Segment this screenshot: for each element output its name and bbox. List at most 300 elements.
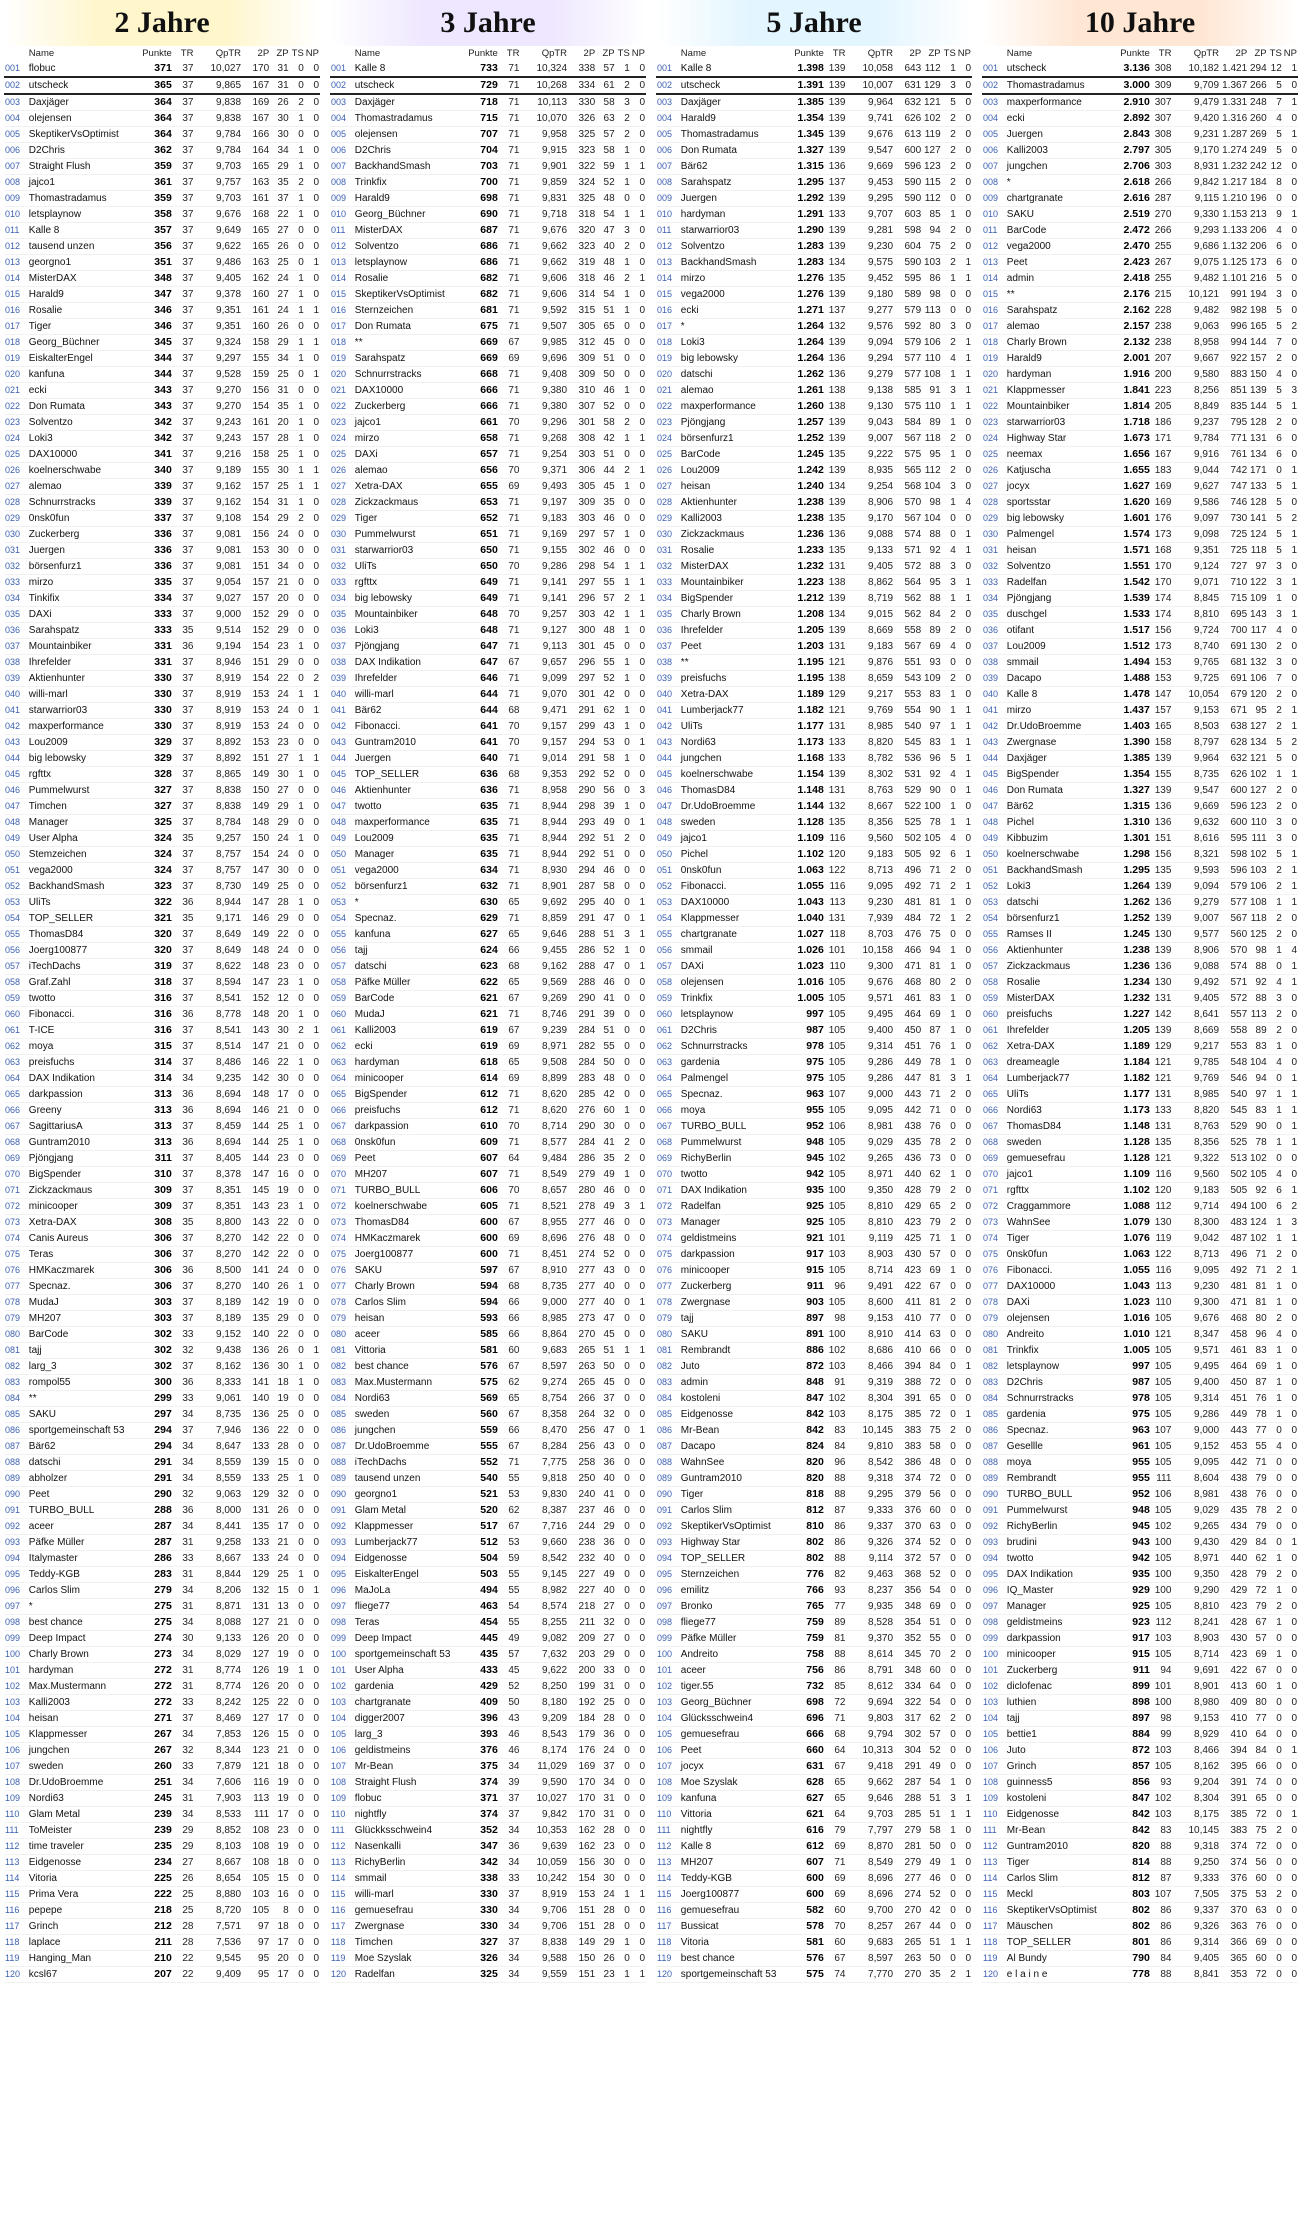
- cell-ts: 0: [616, 1375, 631, 1391]
- table-row: [330, 1711, 646, 1727]
- cell-tr: 105: [825, 1135, 847, 1151]
- cell-zp: 98: [922, 495, 941, 511]
- table-row: [982, 415, 1298, 431]
- cell-rank: 027: [330, 479, 354, 495]
- cell-qptr: 9,350: [1172, 1567, 1220, 1583]
- cell-name: moya: [28, 1039, 134, 1055]
- cell-ts: 3: [1268, 815, 1283, 831]
- cell-tr: 37: [173, 127, 195, 143]
- cell-np: 0: [631, 287, 646, 303]
- table-row: [4, 191, 320, 207]
- cell-np: 1: [957, 367, 972, 383]
- cell-punkte: 698: [460, 191, 499, 207]
- cell-zp: 31: [270, 77, 289, 94]
- table-row: [982, 447, 1298, 463]
- cell-ts: 0: [1268, 1919, 1283, 1935]
- cell-name: BackhandSmash: [1006, 863, 1112, 879]
- table-row: [982, 1071, 1298, 1087]
- cell-punkte: 1.298: [1112, 847, 1151, 863]
- cell-punkte: 1.040: [786, 911, 825, 927]
- cell-np: 0: [305, 1823, 320, 1839]
- cell-qptr: 8,029: [194, 1647, 242, 1663]
- table-row: [982, 1839, 1298, 1855]
- cell-zp: 71: [922, 1231, 941, 1247]
- cell-qptr: 9,197: [520, 495, 568, 511]
- cell-2p: 154: [568, 1871, 596, 1887]
- cell-ts: 0: [290, 1071, 305, 1087]
- cell-qptr: 8,694: [194, 1135, 242, 1151]
- cell-rank: 081: [330, 1343, 354, 1359]
- cell-np: 0: [1283, 1695, 1298, 1711]
- cell-name: Fibonacci.: [28, 1007, 134, 1023]
- cell-rank: 096: [656, 1583, 680, 1599]
- cell-tr: 37: [173, 1247, 195, 1263]
- cell-tr: 120: [825, 847, 847, 863]
- cell-np: 0: [631, 751, 646, 767]
- cell-name: Xetra-DAX: [1006, 1039, 1112, 1055]
- cell-np: 0: [1283, 77, 1298, 94]
- cell-np: 0: [631, 1311, 646, 1327]
- cell-ts: 1: [290, 1279, 305, 1295]
- cell-zp: 54: [922, 1583, 941, 1599]
- cell-name: nightfly: [680, 1823, 786, 1839]
- cell-np: 0: [631, 1183, 646, 1199]
- cell-2p: 127: [242, 1647, 270, 1663]
- cell-tr: 308: [1151, 61, 1173, 77]
- cell-punkte: 686: [460, 239, 499, 255]
- table-row: [4, 1903, 320, 1919]
- cell-name: Rembrandt: [680, 1343, 786, 1359]
- cell-ts: 1: [290, 751, 305, 767]
- cell-np: 0: [305, 207, 320, 223]
- cell-ts: 2: [942, 463, 957, 479]
- cell-zp: 106: [922, 335, 941, 351]
- cell-np: 0: [305, 1231, 320, 1247]
- cell-name: Fibonacci.: [1006, 1263, 1112, 1279]
- cell-punkte: 1.245: [1112, 927, 1151, 943]
- cell-tr: 86: [825, 1663, 847, 1679]
- cell-name: Radelfan: [680, 1199, 786, 1215]
- cell-name: heisan: [28, 1711, 134, 1727]
- cell-tr: 136: [1151, 959, 1173, 975]
- table-row: [982, 143, 1298, 159]
- cell-tr: 103: [1151, 1743, 1173, 1759]
- cell-rank: 086: [4, 1423, 28, 1439]
- cell-qptr: 9,741: [846, 111, 894, 127]
- cell-ts: 2: [1268, 1567, 1283, 1583]
- cell-ts: 1: [290, 351, 305, 367]
- cell-zp: 46: [596, 543, 615, 559]
- cell-zp: 24: [596, 1743, 615, 1759]
- cell-zp: 294: [1248, 61, 1267, 77]
- cell-name: sweden: [680, 815, 786, 831]
- cell-tr: 71: [825, 1855, 847, 1871]
- cell-name: Nordi63: [354, 1391, 460, 1407]
- cell-np: 1: [1283, 719, 1298, 735]
- cell-2p: 536: [894, 751, 922, 767]
- cell-ts: 0: [1268, 1791, 1283, 1807]
- cell-2p: 372: [894, 1551, 922, 1567]
- cell-punkte: 333: [134, 623, 173, 639]
- cell-2p: 334: [894, 1679, 922, 1695]
- cell-tr: 36: [173, 1103, 195, 1119]
- cell-rank: 105: [330, 1727, 354, 1743]
- cell-tr: 156: [1151, 847, 1173, 863]
- cell-tr: 66: [499, 1423, 521, 1439]
- cell-tr: 139: [825, 415, 847, 431]
- cell-2p: 598: [894, 223, 922, 239]
- cell-tr: 67: [499, 1215, 521, 1231]
- cell-zp: 29: [270, 511, 289, 527]
- cell-qptr: 8,757: [194, 863, 242, 879]
- cell-name: Mountainbiker: [680, 575, 786, 591]
- cell-tr: 136: [1151, 895, 1173, 911]
- table-row: [330, 1551, 646, 1567]
- cell-punkte: 935: [1112, 1567, 1151, 1583]
- cell-zp: 89: [1248, 1023, 1267, 1039]
- cell-zp: 32: [596, 1615, 615, 1631]
- cell-np: 0: [1283, 1855, 1298, 1871]
- cell-punkte: 1.128: [1112, 1135, 1151, 1151]
- cell-2p: 155: [242, 463, 270, 479]
- cell-2p: 169: [242, 94, 270, 111]
- cell-name: twotto: [1006, 1551, 1112, 1567]
- cell-zp: 19: [270, 1391, 289, 1407]
- cell-ts: 0: [942, 1679, 957, 1695]
- cell-name: Guntram2010: [354, 735, 460, 751]
- cell-np: 1: [631, 1199, 646, 1215]
- table-row: [4, 655, 320, 671]
- cell-ts: 3: [1268, 287, 1283, 303]
- cell-punkte: 321: [134, 911, 173, 927]
- cell-rank: 114: [330, 1871, 354, 1887]
- cell-tr: 83: [825, 1423, 847, 1439]
- cell-zp: 45: [596, 1327, 615, 1343]
- cell-punkte: 302: [134, 1359, 173, 1375]
- cell-name: Kalle 8: [1006, 687, 1112, 703]
- cell-rank: 010: [656, 207, 680, 223]
- cell-2p: 496: [1220, 1247, 1248, 1263]
- table-row: [656, 1791, 972, 1807]
- cell-ts: 5: [1268, 527, 1283, 543]
- cell-qptr: 9,322: [1172, 1151, 1220, 1167]
- cell-2p: 265: [568, 1343, 596, 1359]
- cell-2p: 141: [242, 1263, 270, 1279]
- cell-qptr: 8,612: [846, 1679, 894, 1695]
- cell-ts: 0: [1268, 1951, 1283, 1967]
- cell-2p: 280: [568, 1183, 596, 1199]
- cell-ts: 0: [942, 1599, 957, 1615]
- cell-ts: 0: [290, 255, 305, 271]
- cell-tr: 71: [499, 1135, 521, 1151]
- cell-qptr: 9,784: [194, 127, 242, 143]
- cell-punkte: 336: [134, 559, 173, 575]
- cell-zp: 75: [922, 1423, 941, 1439]
- cell-qptr: 8,944: [194, 895, 242, 911]
- cell-zp: 62: [1248, 1551, 1267, 1567]
- cell-name: UliTs: [1006, 1087, 1112, 1103]
- cell-name: luthien: [1006, 1695, 1112, 1711]
- cell-ts: 0: [290, 1903, 305, 1919]
- cell-2p: 291: [568, 1007, 596, 1023]
- cell-zp: 25: [270, 1407, 289, 1423]
- cell-rank: 053: [982, 895, 1006, 911]
- cell-tr: 37: [173, 61, 195, 77]
- cell-punkte: 1.236: [1112, 959, 1151, 975]
- cell-qptr: 9,180: [846, 287, 894, 303]
- cell-2p: 430: [894, 1247, 922, 1263]
- table-row: [982, 1903, 1298, 1919]
- cell-zp: 49: [596, 1567, 615, 1583]
- cell-ts: 2: [942, 671, 957, 687]
- cell-2p: 290: [568, 1119, 596, 1135]
- cell-punkte: 635: [460, 799, 499, 815]
- cell-punkte: 1.005: [1112, 1343, 1151, 1359]
- cell-qptr: 9,194: [194, 639, 242, 655]
- cell-zp: 102: [1248, 1231, 1267, 1247]
- cell-2p: 700: [1220, 623, 1248, 639]
- table-row: [330, 751, 646, 767]
- cell-2p: 279: [894, 1855, 922, 1871]
- cell-zp: 46: [596, 1183, 615, 1199]
- cell-tr: 77: [825, 1599, 847, 1615]
- table-row: [4, 1775, 320, 1791]
- cell-np: 1: [1283, 607, 1298, 623]
- cell-zp: 36: [596, 1455, 615, 1471]
- cell-np: 1: [305, 367, 320, 383]
- cell-2p: 203: [568, 1647, 596, 1663]
- cell-ts: 0: [616, 511, 631, 527]
- cell-2p: 131: [242, 1599, 270, 1615]
- cell-rank: 053: [330, 895, 354, 911]
- cell-ts: 9: [1268, 207, 1283, 223]
- cell-ts: 1: [616, 1887, 631, 1903]
- table-row: [656, 1711, 972, 1727]
- cell-rank: 082: [4, 1359, 28, 1375]
- cell-zp: 28: [596, 1823, 615, 1839]
- table-row: [4, 303, 320, 319]
- cell-punkte: 649: [460, 591, 499, 607]
- cell-rank: 020: [330, 367, 354, 383]
- cell-zp: 62: [922, 1167, 941, 1183]
- cell-ts: 1: [616, 575, 631, 591]
- cell-2p: 140: [242, 1279, 270, 1295]
- cell-tr: 105: [1151, 1407, 1173, 1423]
- header-qptr: QpTR: [1193, 48, 1220, 59]
- cell-rank: 012: [656, 239, 680, 255]
- header-2p: 2P: [909, 48, 922, 59]
- cell-ts: 0: [290, 77, 305, 94]
- cell-2p: 613: [894, 127, 922, 143]
- cell-qptr: 8,800: [194, 1215, 242, 1231]
- cell-zp: 108: [1248, 895, 1267, 911]
- cell-2p: 434: [1220, 1519, 1248, 1535]
- table-row: [330, 383, 646, 399]
- cell-ts: 0: [942, 1519, 957, 1535]
- cell-zp: 118: [1248, 543, 1267, 559]
- cell-zp: 50: [596, 1359, 615, 1375]
- cell-tr: 71: [499, 431, 521, 447]
- cell-ts: 0: [616, 1503, 631, 1519]
- cell-rank: 080: [982, 1327, 1006, 1343]
- table-row: [330, 1471, 646, 1487]
- cell-zp: 37: [596, 1759, 615, 1775]
- cell-tr: 71: [499, 383, 521, 399]
- cell-ts: 2: [1268, 911, 1283, 927]
- cell-ts: 0: [290, 127, 305, 143]
- cell-zp: 110: [922, 399, 941, 415]
- cell-np: 0: [305, 1503, 320, 1519]
- cell-name: letsplaynow: [680, 1007, 786, 1023]
- table-row: [330, 1023, 646, 1039]
- cell-punkte: 1.016: [786, 975, 825, 991]
- cell-rank: 064: [982, 1071, 1006, 1087]
- cell-rank: 083: [4, 1375, 28, 1391]
- cell-punkte: 1.841: [1112, 383, 1151, 399]
- cell-punkte: 1.168: [786, 751, 825, 767]
- cell-rank: 027: [982, 479, 1006, 495]
- cell-rank: 066: [330, 1103, 354, 1119]
- cell-tr: 37: [173, 799, 195, 815]
- table-row: [4, 1343, 320, 1359]
- cell-punkte: 648: [460, 623, 499, 639]
- cell-np: 0: [631, 239, 646, 255]
- table-row: [330, 1151, 646, 1167]
- cell-qptr: 9,171: [194, 911, 242, 927]
- cell-name: D2Chris: [680, 1023, 786, 1039]
- cell-name: geldistmeins: [680, 1231, 786, 1247]
- cell-rank: 001: [982, 61, 1006, 77]
- cell-qptr: 9,145: [520, 1567, 568, 1583]
- cell-rank: 104: [330, 1711, 354, 1727]
- cell-punkte: 344: [134, 367, 173, 383]
- table-row: [330, 1503, 646, 1519]
- header-name: Name: [1006, 48, 1033, 59]
- cell-qptr: 9,495: [846, 1007, 894, 1023]
- cell-punkte: 1.027: [786, 927, 825, 943]
- cell-ts: 0: [290, 1087, 305, 1103]
- table-row: [4, 1823, 320, 1839]
- cell-ts: 2: [1268, 1247, 1283, 1263]
- table-row: [4, 991, 320, 1007]
- cell-punkte: 848: [786, 1375, 825, 1391]
- cell-punkte: 656: [460, 463, 499, 479]
- cell-name: letsplaynow: [28, 207, 134, 223]
- cell-zp: 52: [596, 671, 615, 687]
- cell-ts: 1: [290, 431, 305, 447]
- cell-zp: 109: [922, 671, 941, 687]
- cell-np: 0: [631, 77, 646, 94]
- cell-ts: 0: [942, 1903, 957, 1919]
- cell-punkte: 765: [786, 1599, 825, 1615]
- cell-np: 0: [1283, 639, 1298, 655]
- cell-ts: 0: [1268, 1119, 1283, 1135]
- cell-np: 0: [305, 223, 320, 239]
- cell-rank: 075: [982, 1247, 1006, 1263]
- cell-rank: 112: [330, 1839, 354, 1855]
- cell-qptr: 9,162: [520, 959, 568, 975]
- cell-rank: 039: [4, 671, 28, 687]
- cell-np: 0: [631, 1759, 646, 1775]
- table-row: [4, 159, 320, 175]
- cell-tr: 102: [825, 1151, 847, 1167]
- cell-2p: 626: [894, 111, 922, 127]
- table-row: [982, 1743, 1298, 1759]
- cell-punkte: 251: [134, 1775, 173, 1791]
- cell-rank: 021: [330, 383, 354, 399]
- cell-np: 0: [631, 527, 646, 543]
- cell-ts: 0: [616, 1535, 631, 1551]
- cell-np: 1: [957, 1967, 972, 1983]
- table-row: [982, 1775, 1298, 1791]
- cell-name: datschi: [354, 959, 460, 975]
- cell-tr: 36: [173, 1135, 195, 1151]
- cell-np: 0: [305, 1807, 320, 1823]
- cell-ts: 0: [290, 1679, 305, 1695]
- cell-punkte: 1.023: [1112, 1295, 1151, 1311]
- cell-tr: 71: [499, 543, 521, 559]
- cell-2p: 126: [242, 1727, 270, 1743]
- cell-zp: 57: [596, 591, 615, 607]
- cell-zp: 94: [922, 943, 941, 959]
- cell-tr: 79: [825, 1823, 847, 1839]
- cell-2p: 292: [568, 767, 596, 783]
- cell-qptr: 9,486: [194, 255, 242, 271]
- cell-2p: 287: [894, 1775, 922, 1791]
- cell-2p: 1.331: [1220, 94, 1248, 111]
- cell-qptr: 9,217: [1172, 1039, 1220, 1055]
- table-row: [4, 271, 320, 287]
- cell-rank: 093: [656, 1535, 680, 1551]
- cell-2p: 589: [894, 287, 922, 303]
- cell-ts: 0: [616, 1519, 631, 1535]
- cell-zp: 64: [1248, 1727, 1267, 1743]
- header-tr: TR: [506, 48, 520, 59]
- cell-ts: 1: [616, 703, 631, 719]
- cell-zp: 20: [270, 1679, 289, 1695]
- cell-ts: 0: [616, 1055, 631, 1071]
- cell-rank: 078: [4, 1295, 28, 1311]
- cell-ts: 0: [942, 1375, 957, 1391]
- cell-np: 0: [1283, 1375, 1298, 1391]
- table-row: [4, 1583, 320, 1599]
- cell-qptr: 8,649: [194, 927, 242, 943]
- cell-tr: 37: [173, 879, 195, 895]
- cell-tr: 170: [1151, 559, 1173, 575]
- table-row: [982, 223, 1298, 239]
- cell-qptr: 9,115: [1172, 191, 1220, 207]
- cell-zp: 81: [1248, 1295, 1267, 1311]
- table-row: [656, 1887, 972, 1903]
- cell-punkte: 1.571: [1112, 543, 1151, 559]
- cell-ts: 2: [1268, 863, 1283, 879]
- cell-ts: 0: [616, 1583, 631, 1599]
- cell-np: 2: [957, 911, 972, 927]
- cell-zp: 66: [1248, 1759, 1267, 1775]
- cell-np: 0: [957, 77, 972, 94]
- cell-2p: 451: [1220, 1391, 1248, 1407]
- cell-name: Hanging_Man: [28, 1951, 134, 1967]
- cell-name: preisfuchs: [1006, 1007, 1112, 1023]
- cell-ts: 0: [616, 783, 631, 799]
- cell-name: geldistmeins: [1006, 1615, 1112, 1631]
- cell-zp: 52: [922, 1743, 941, 1759]
- cell-qptr: 9,162: [194, 495, 242, 511]
- cell-np: 0: [305, 1279, 320, 1295]
- cell-punkte: 911: [1112, 1663, 1151, 1679]
- cell-name: heisan: [354, 1311, 460, 1327]
- cell-name: letsplaynow: [354, 255, 460, 271]
